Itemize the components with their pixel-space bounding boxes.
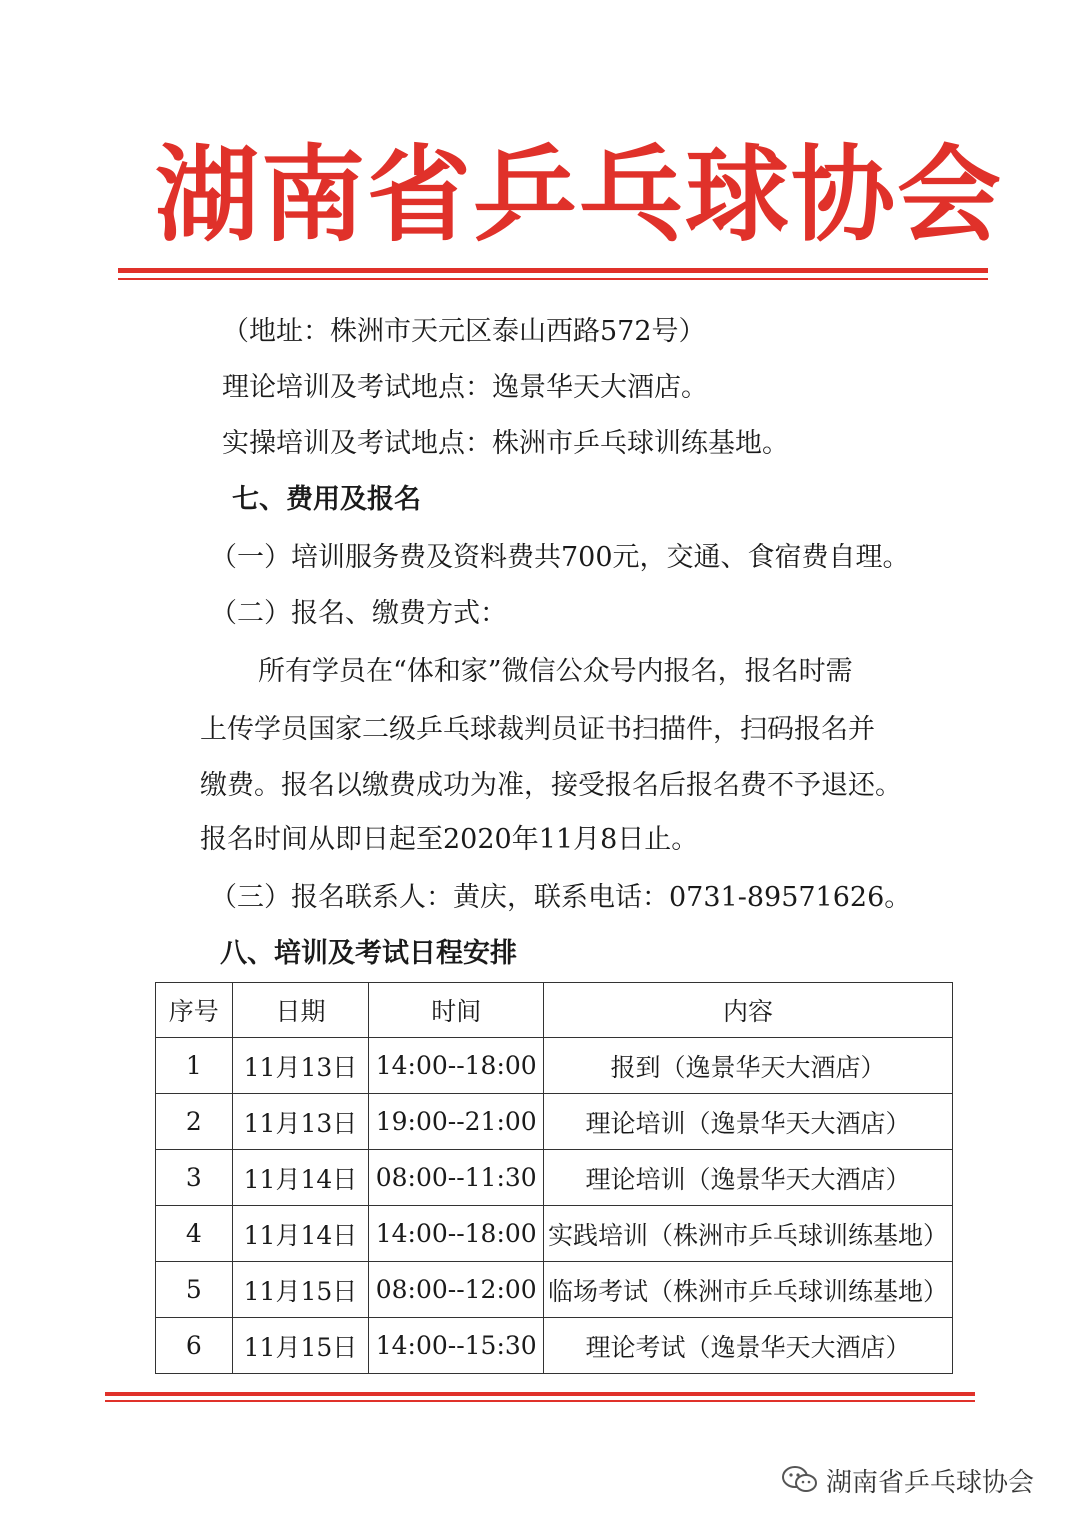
footer-rule-thick (105, 1392, 975, 1396)
cell-index: 3 (156, 1150, 233, 1206)
cell-content: 临场考试（株洲市乒乓球训练基地） (544, 1262, 953, 1318)
contact-line: （三）报名联系人：黄庆，联系电话：0731-89571626。 (210, 882, 912, 913)
table-row (156, 1318, 953, 1374)
header-date: 日期 (232, 983, 369, 1038)
header-time: 时间 (369, 983, 544, 1038)
cell-date: 11月15日 (232, 1318, 369, 1374)
registration-paragraph-line-4: 报名时间从即日起至2020年11月8日止。 (200, 824, 699, 855)
watermark-text: 湖南省乒乓球协会 (826, 1467, 1035, 1498)
wechat-icon (780, 1464, 820, 1496)
cell-time: 14:00--18:00 (369, 1038, 544, 1094)
cell-content: 理论培训（逸景华天大酒店） (544, 1150, 953, 1206)
practice-location-line: 实操培训及考试地点：株洲市乒乓球训练基地。 (222, 428, 789, 459)
address-line: （地址：株洲市天元区泰山西路572号） (222, 316, 706, 347)
table-row (156, 1150, 953, 1206)
registration-paragraph-line-1: 所有学员在“体和家”微信公众号内报名，报名时需 (258, 656, 853, 687)
header-rule-thick (118, 268, 988, 273)
registration-paragraph-line-3: 缴费。报名以缴费成功为准，接受报名后报名费不予退还。 (200, 770, 902, 801)
section-7-heading: 七、费用及报名 (232, 484, 421, 515)
header-index: 序号 (156, 983, 233, 1038)
cell-index: 2 (156, 1094, 233, 1150)
registration-paragraph-line-2: 上传学员国家二级乒乓球裁判员证书扫描件，扫码报名并 (200, 714, 875, 745)
cell-time: 08:00--12:00 (369, 1262, 544, 1318)
cell-date: 11月14日 (232, 1206, 369, 1262)
cell-time: 14:00--15:30 (369, 1318, 544, 1374)
cell-content: 报到（逸景华天大酒店） (544, 1038, 953, 1094)
footer-rule-thin (105, 1400, 975, 1402)
cell-index: 5 (156, 1262, 233, 1318)
account-watermark (780, 1460, 1034, 1500)
table-row (156, 1262, 953, 1318)
cell-time: 14:00--18:00 (369, 1206, 544, 1262)
table-header-row (156, 983, 953, 1038)
cell-time: 19:00--21:00 (369, 1094, 544, 1150)
header-content: 内容 (544, 983, 953, 1038)
fee-line: （一）培训服务费及资料费共700元，交通、食宿费自理。 (210, 542, 910, 573)
table-row (156, 1094, 953, 1150)
cell-date: 11月13日 (232, 1094, 369, 1150)
cell-index: 6 (156, 1318, 233, 1374)
cell-date: 11月13日 (232, 1038, 369, 1094)
cell-content: 理论考试（逸景华天大酒店） (544, 1318, 953, 1374)
cell-date: 11月14日 (232, 1150, 369, 1206)
cell-date: 11月15日 (232, 1262, 369, 1318)
section-8-heading: 八、培训及考试日程安排 (220, 938, 517, 969)
cell-content: 实践培训（株洲市乒乓球训练基地） (544, 1206, 953, 1262)
table-row (156, 1038, 953, 1094)
registration-heading: （二）报名、缴费方式： (210, 598, 507, 629)
letterhead-title: 湖南省乒乓球协会 (155, 133, 1004, 256)
cell-time: 08:00--11:30 (369, 1150, 544, 1206)
theory-location-line: 理论培训及考试地点：逸景华天大酒店。 (222, 372, 708, 403)
schedule-table (155, 982, 953, 1374)
cell-content: 理论培训（逸景华天大酒店） (544, 1094, 953, 1150)
cell-index: 1 (156, 1038, 233, 1094)
header-rule-thin (118, 278, 988, 280)
cell-index: 4 (156, 1206, 233, 1262)
table-row (156, 1206, 953, 1262)
